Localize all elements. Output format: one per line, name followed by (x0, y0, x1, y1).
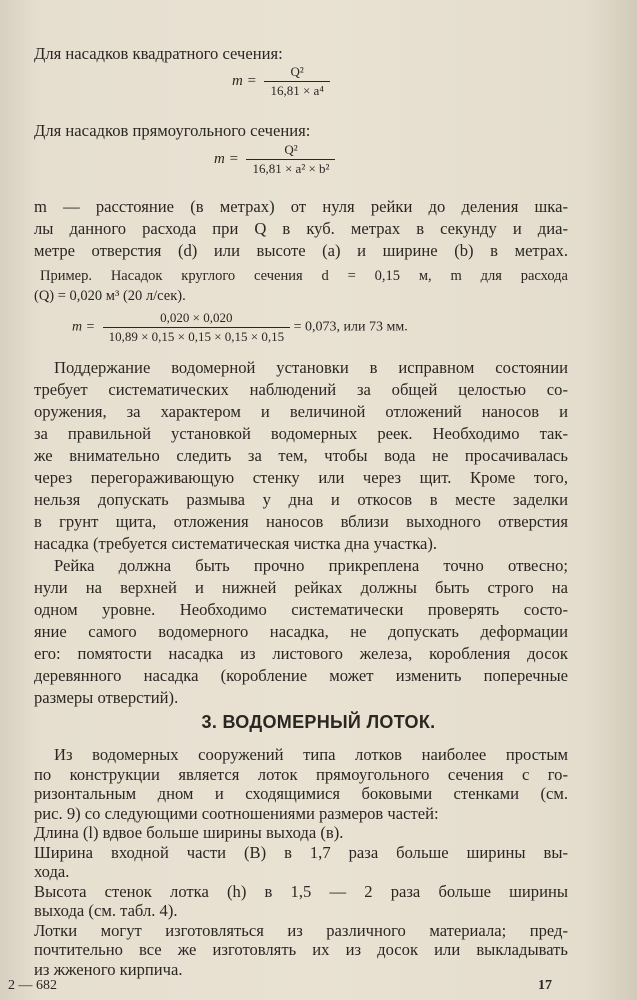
formula-lhs: m = (214, 150, 239, 167)
formula-lhs: m = (232, 72, 257, 89)
definition-line: m — расстояние (в метрах) от нуля рейки до деления шка- (34, 197, 568, 216)
paragraph-line: же внимательно следить за тем, чтобы вода не просачивалась (34, 446, 568, 465)
paragraph-line: хода. (34, 862, 70, 881)
intro-rect: Для насадков прямоугольного сечения: (34, 121, 311, 140)
formula-numerator: Q² (284, 142, 298, 157)
paragraph-line: Рейка должна быть прочно прикреплена точно отвесно; (54, 556, 568, 575)
paragraph-line: нули на верхней и нижней рейках должны быть строго на (34, 578, 568, 597)
paragraph-line: через перегораживающую стенку или через щит. Кроме того, (34, 468, 568, 487)
intro-square: Для насадков квадратного сечения: (34, 44, 283, 63)
paragraph-line: по конструкции является лоток прямоугольного сечения с го- (34, 764, 568, 784)
paragraph-line: ризонтальным дном и сходящимися боковыми стенками (см. (34, 784, 568, 803)
formula-rect (214, 142, 335, 177)
paragraph-line: одном уровне. Необходимо систематически проверять состо- (34, 600, 568, 619)
definition-line: метре отверстия (d) или высоте (a) и ширине (b) в метрах. (34, 241, 568, 260)
paragraph-line: размеры отверстий). (34, 688, 179, 707)
formula-denominator: 10,89 × 0,15 × 0,15 × 0,15 × 0,15 (103, 327, 291, 345)
section-heading: 3. ВОДОМЕРНЫЙ ЛОТОК. (201, 712, 436, 732)
paragraph-line: Высота стенок лотка (h) в 1,5 — 2 раза больше ширины (34, 881, 568, 901)
definition-line: лы данного расхода при Q в куб. метрах в секунду и диа- (34, 219, 568, 238)
formula-numerator: 0,020 × 0,020 (160, 310, 233, 325)
paragraph-line: в грунт щита, отложения наносов вблизи выходного отверстия (34, 512, 568, 531)
paragraph-line: выхода (см. табл. 4). (34, 901, 178, 920)
paragraph-line: нельзя допускать размыва у дна и откосов в месте заделки (34, 490, 568, 509)
example-line: Пример. Насадок круглого сечения d = 0,15 м, m для расхода (40, 268, 568, 284)
formula-example (72, 310, 408, 345)
page-number: 17 (538, 978, 552, 993)
paragraph-line: Из водомерных сооружений типа лотков наиболее простым (54, 745, 568, 764)
paragraph-line: почтительно все же изготовлять их из досок или выкладывать (34, 940, 568, 959)
formula-numerator: Q² (290, 64, 304, 79)
paragraph-line: яние самого водомерного насадка, не допускать деформации (34, 622, 568, 641)
paragraph-line: из жженого кирпича. (34, 959, 183, 979)
formula-denominator: 16,81 × a² × b² (246, 159, 335, 177)
example-line: (Q) = 0,020 м³ (20 л/сек). (34, 288, 186, 304)
paragraph-line: требует систематических наблюдений за общей целостью со- (34, 380, 568, 399)
footer-signature: 2 — 682 (8, 978, 57, 993)
paragraph-line: Длина (l) вдвое больше ширины выхода (в). (34, 823, 344, 842)
paragraph-line: рис. 9) со следующими соотношениями размеров частей: (34, 803, 439, 823)
formula-lhs: m = (72, 319, 96, 335)
paragraph-line: Поддержание водомерной установки в исправном состоянии (54, 358, 568, 377)
paragraph-line: деревянного насадка (коробление может изменить поперечные (34, 666, 568, 685)
formula-denominator: 16,81 × a⁴ (264, 81, 329, 99)
paragraph-line: Ширина входной части (B) в 1,7 раза больше ширины вы- (34, 842, 568, 862)
formula-square (232, 64, 330, 99)
paragraph-line: его: помятости насадка из листового железа, коробления досок (34, 644, 568, 663)
paragraph-line: насадка (требуется систематическая чистка дна участка). (34, 534, 438, 553)
formula-result: = 0,073, или 73 мм. (293, 319, 408, 335)
paragraph-line: Лотки могут изготовляться из различного материала; пред- (34, 920, 568, 940)
paragraph-line: оружения, за характером и величиной отложений наносов и (34, 402, 568, 421)
paragraph-line: за правильной установкой водомерных реек. Необходимо так- (34, 424, 568, 443)
